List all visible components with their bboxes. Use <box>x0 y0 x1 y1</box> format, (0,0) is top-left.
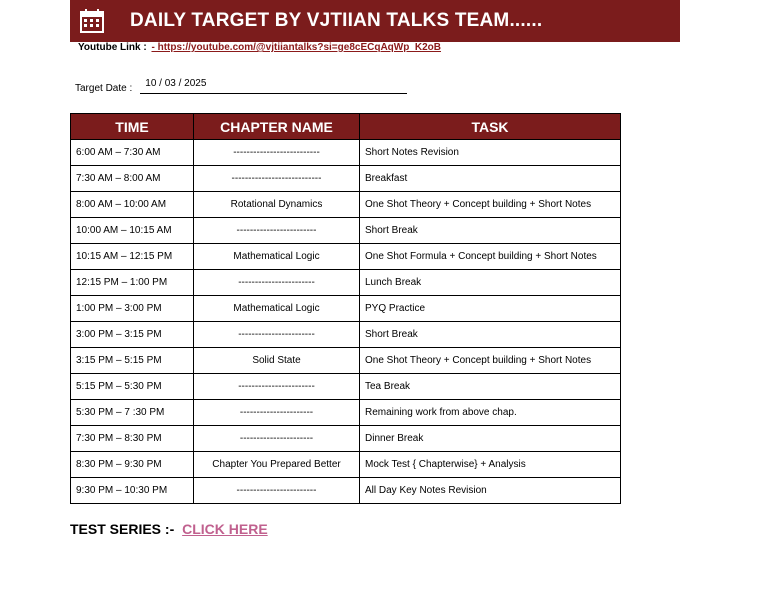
cell-time: 8:00 AM – 10:00 AM <box>71 192 194 218</box>
header-chapter-name: CHAPTER NAME <box>194 114 360 140</box>
target-date-label: Target Date : <box>75 83 133 94</box>
cell-chapter: ----------------------- <box>194 374 360 400</box>
test-series-label: TEST SERIES :- <box>70 521 175 537</box>
cell-time: 1:00 PM – 3:00 PM <box>71 296 194 322</box>
table-row <box>71 270 621 296</box>
table-header-row <box>71 114 621 140</box>
cell-time: 7:30 AM – 8:00 AM <box>71 166 194 192</box>
table-row <box>71 400 621 426</box>
table-row <box>71 296 621 322</box>
cell-task: One Shot Theory + Concept building + Short Notes <box>360 348 621 374</box>
table-row <box>71 478 621 504</box>
page-title: DAILY TARGET BY VJTIIAN TALKS TEAM...... <box>130 10 543 31</box>
cell-chapter: Mathematical Logic <box>194 296 360 322</box>
cell-task: Lunch Break <box>360 270 621 296</box>
test-series-row <box>70 521 268 537</box>
table-body <box>71 140 621 504</box>
table-row <box>71 322 621 348</box>
cell-chapter: Rotational Dynamics <box>194 192 360 218</box>
cell-time: 9:30 PM – 10:30 PM <box>71 478 194 504</box>
cell-chapter: ----------------------- <box>194 270 360 296</box>
table-row <box>71 244 621 270</box>
cell-task: Tea Break <box>360 374 621 400</box>
cell-task: All Day Key Notes Revision <box>360 478 621 504</box>
table-row <box>71 192 621 218</box>
cell-chapter: Solid State <box>194 348 360 374</box>
table-row <box>71 374 621 400</box>
title-banner <box>70 0 680 42</box>
cell-time: 12:15 PM – 1:00 PM <box>71 270 194 296</box>
cell-time: 6:00 AM – 7:30 AM <box>71 140 194 166</box>
youtube-link-row <box>78 42 441 53</box>
cell-task: PYQ Practice <box>360 296 621 322</box>
calendar-icon <box>80 9 104 33</box>
click-here-link[interactable]: CLICK HERE <box>182 521 268 537</box>
cell-time: 10:15 AM – 12:15 PM <box>71 244 194 270</box>
cell-time: 10:00 AM – 10:15 AM <box>71 218 194 244</box>
cell-time: 3:15 PM – 5:15 PM <box>71 348 194 374</box>
cell-chapter: ----------------------- <box>194 322 360 348</box>
table-row <box>71 218 621 244</box>
cell-chapter: --------------------------- <box>194 166 360 192</box>
target-date-field[interactable]: 10 / 03 / 2025 <box>140 78 407 94</box>
youtube-link[interactable]: - https://youtube.com/@vjtiiantalks?si=ge8cECqAqWp_K2oB <box>151 42 441 53</box>
cell-task: Short Break <box>360 322 621 348</box>
cell-chapter: ------------------------ <box>194 478 360 504</box>
table-row <box>71 426 621 452</box>
cell-task: Breakfast <box>360 166 621 192</box>
table-row <box>71 166 621 192</box>
table-row <box>71 452 621 478</box>
schedule-table <box>70 113 621 504</box>
header-time: TIME <box>71 114 194 140</box>
cell-task: Remaining work from above chap. <box>360 400 621 426</box>
table-row <box>71 348 621 374</box>
cell-task: One Shot Formula + Concept building + Short Notes <box>360 244 621 270</box>
cell-time: 7:30 PM – 8:30 PM <box>71 426 194 452</box>
cell-time: 3:00 PM – 3:15 PM <box>71 322 194 348</box>
cell-time: 5:30 PM – 7 :30 PM <box>71 400 194 426</box>
cell-time: 5:15 PM – 5:30 PM <box>71 374 194 400</box>
cell-chapter: ---------------------- <box>194 426 360 452</box>
cell-time: 8:30 PM – 9:30 PM <box>71 452 194 478</box>
cell-task: Mock Test { Chapterwise} + Analysis <box>360 452 621 478</box>
youtube-link-label: Youtube Link : <box>78 42 147 53</box>
cell-chapter: ---------------------- <box>194 400 360 426</box>
cell-chapter: -------------------------- <box>194 140 360 166</box>
cell-task: Short Notes Revision <box>360 140 621 166</box>
table-row <box>71 140 621 166</box>
cell-task: Short Break <box>360 218 621 244</box>
cell-chapter: ------------------------ <box>194 218 360 244</box>
target-date-row <box>75 78 407 94</box>
cell-chapter: Chapter You Prepared Better <box>194 452 360 478</box>
header-task: TASK <box>360 114 621 140</box>
cell-task: One Shot Theory + Concept building + Short Notes <box>360 192 621 218</box>
cell-chapter: Mathematical Logic <box>194 244 360 270</box>
cell-task: Dinner Break <box>360 426 621 452</box>
